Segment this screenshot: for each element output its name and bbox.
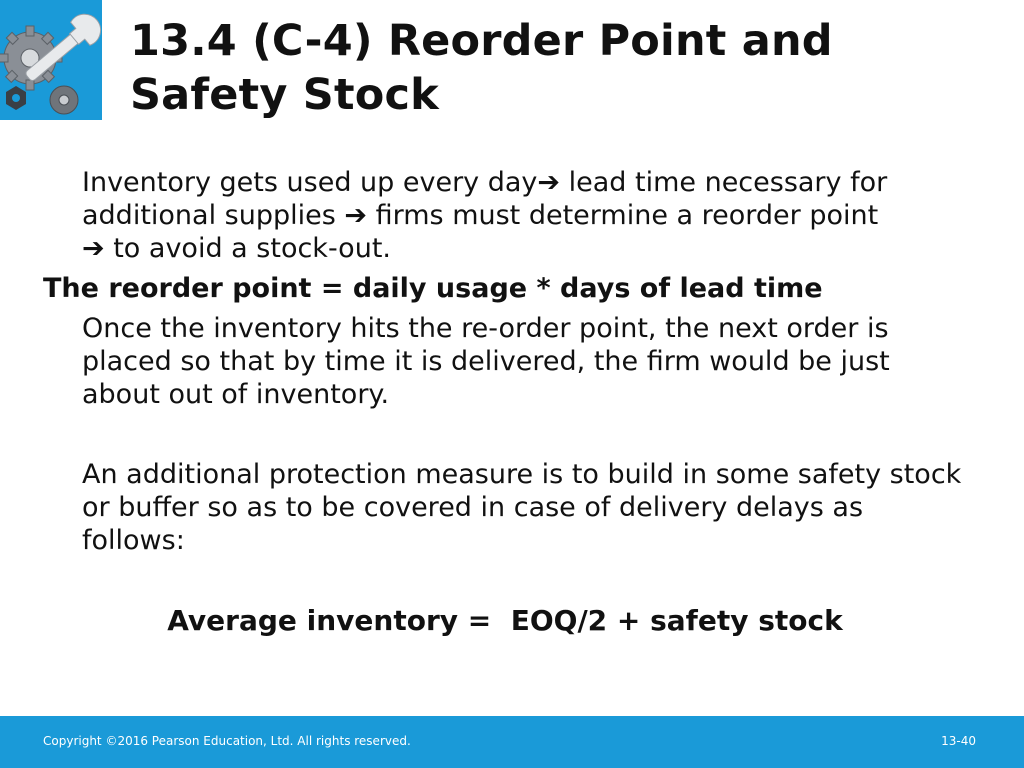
- page-number: 13-40: [941, 734, 976, 748]
- arrow-right-icon: ➔: [537, 167, 561, 198]
- para1-text-1: Inventory gets used up every day: [82, 167, 538, 198]
- average-inventory-formula: Average inventory = EOQ/2 + safety stock: [167, 604, 843, 637]
- reorder-explanation-paragraph: Once the inventory hits the re-order point, the next order is placed so that by time it is delivered, the firm would be just about out of inventory.: [82, 313, 890, 410]
- arrow-right-icon: ➔: [344, 200, 368, 231]
- para1-text-3: firms must determine a reorder point: [367, 200, 879, 231]
- inventory-paragraph: [82, 166, 972, 265]
- footer-bar: [0, 716, 1024, 768]
- wrench-gear-icon: [0, 0, 102, 120]
- reorder-point-rule: The reorder point = daily usage * days of lead time: [43, 273, 823, 304]
- para1-text-2: lead time necessary for additional supplies: [82, 167, 888, 231]
- arrow-right-icon: ➔: [82, 233, 105, 264]
- slide-title: 13.4 (C-4) Reorder Point and Safety Stock: [130, 16, 833, 120]
- safety-stock-paragraph: An additional protection measure is to build in some safety stock or buffer so as to be covered in case of delivery delays as follows:: [82, 459, 962, 556]
- para1-text-4: to avoid a stock-out.: [104, 233, 391, 264]
- copyright-text: Copyright ©2016 Pearson Education, Ltd. All rights reserved.: [43, 734, 411, 748]
